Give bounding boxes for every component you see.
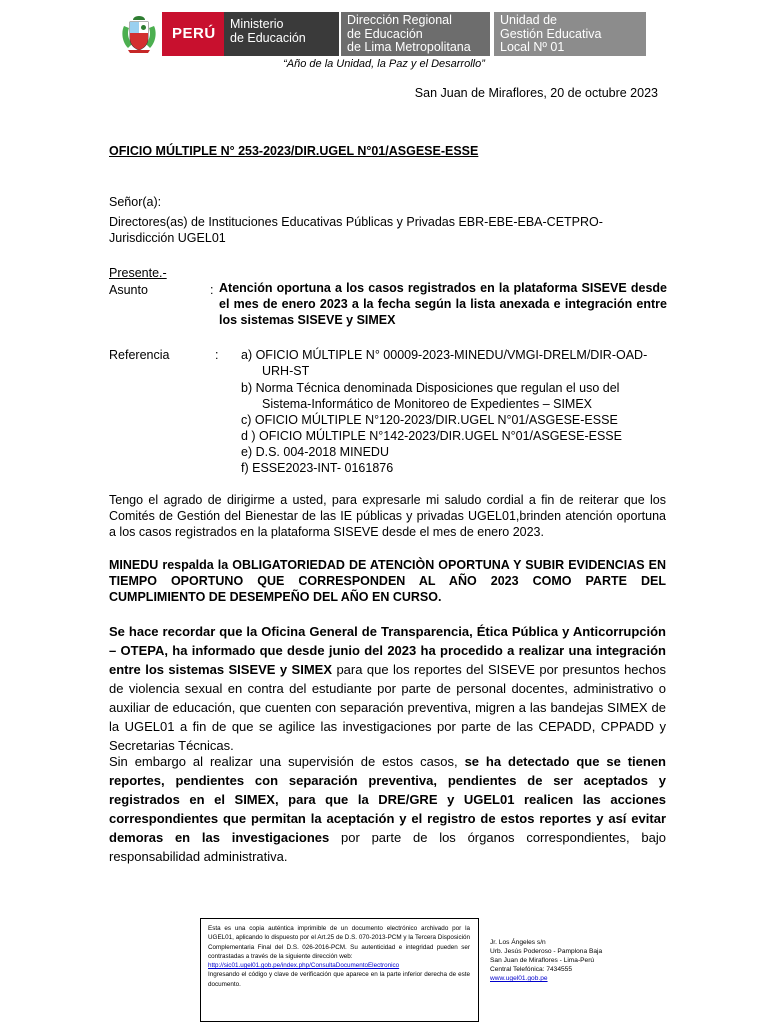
website-link[interactable]: www.ugel01.gob.pe	[490, 975, 548, 982]
authenticity-notice-text-1: Esta es una copia auténtica imprimible de un documento electrónico archivado por la UGEL01, aplicando lo dispuesto por el Art.25 de D.S. 070-2013-PCM y la Tercera Disposición Complementaria Final del D.S. 026-2016-PCM. Su autenticidad e integridad pueden ser contrastadas a través de la siguiente dirección web:	[208, 925, 470, 960]
ugel-line-1: Unidad de	[500, 13, 557, 27]
document-title: OFICIO MÚLTIPLE N° 253-2023/DIR.UGEL N°01/ASGESE-ESSE	[109, 144, 479, 158]
recipients-line-1: Directores(as) de Instituciones Educativas Públicas y Privadas EBR-EBE-EBA-CETPRO-	[109, 215, 603, 229]
dre-header-box	[341, 12, 490, 56]
dre-line-1: Dirección Regional	[347, 13, 452, 27]
address-line-2: Urb. Jesús Poderoso - Pamplona Baja	[490, 948, 603, 955]
presente-label: Presente.-	[109, 266, 167, 280]
authenticity-notice-box	[200, 918, 479, 1022]
paragraph-otepa-bold: Se hace recordar que la Oficina General de Transparencia, Ética Pública y Anticorrupción – OTEPA, ha informado que desde junio del 2023 ha procedido a realizar una integración entre los sistemas SISEVE y SIMEX	[109, 624, 666, 677]
paragraph-minedu: MINEDU respalda la OBLIGATORIEDAD DE ATENCIÒN OPORTUNA Y SUBIR EVIDENCIAS EN TIEMPO OPORTUNO QUE CORRESPONDEN AL AÑO 2023 COMO PARTE DEL CUMPLIMIENTO DE DESEMPEÑO DEL AÑO EN CURSO.	[109, 558, 666, 604]
peru-header-box	[162, 12, 224, 56]
ugel-header-box	[494, 12, 646, 56]
asunto-label: Asunto	[109, 283, 148, 297]
country-label: PERÚ	[172, 25, 216, 42]
address-line-3: San Juan de Miraflores - Lima-Perú	[490, 957, 595, 964]
peru-coat-of-arms-logo	[118, 12, 160, 56]
asunto-colon: :	[210, 283, 214, 297]
verification-link[interactable]: http://sic01.ugel01.gob.pe/index.php/ConsultaDocumentoElectronico	[208, 962, 400, 970]
referencia-label: Referencia	[109, 348, 170, 362]
paragraph-otepa-normal: para que los reportes del SISEVE por presuntos hechos de violencia sexual en contra del estudiante por parte de personal docentes, administrativo o auxiliar de educación, que cuenten con separación preventiva, migren a las bandejas SIMEX de la UGEL01 a fin de que se agilice las investigaciones por parte de las CEPADD, CPPADD y Secretarias Técnicas.	[109, 662, 666, 753]
ministry-line-2: de Educación	[230, 31, 306, 45]
reference-item-d: d ) OFICIO MÚLTIPLE N°142-2023/DIR.UGEL N°01/ASGESE-ESSE	[241, 429, 622, 443]
authenticity-notice-text	[208, 924, 470, 989]
dre-line-2: de Educación	[347, 26, 423, 41]
paragraph-otepa	[109, 622, 666, 755]
reference-item-c: c) OFICIO MÚLTIPLE N°120-2023/DIR.UGEL N°01/ASGESE-ESSE	[241, 413, 618, 427]
address-line-1: Jr. Los Ángeles s/n	[490, 939, 546, 946]
reference-item-b-cont: Sistema-Informático de Monitoreo de Expedientes – SIMEX	[262, 397, 593, 411]
reference-item-b: b) Norma Técnica denominada Disposiciones que regulan el uso del	[241, 381, 620, 395]
paragraph-greeting: Tengo el agrado de dirigirme a usted, para expresarle mi saludo cordial a fin de reiterar que los Comités de Gestión del Bienestar de las IE públicas y privadas UGEL01,brinden atención oportuna a los casos registrados en la plataforma SISEVE desde el mes de enero 2023.	[109, 493, 666, 539]
asunto-text: Atención oportuna a los casos registrados en la plataforma SISEVE desde el mes de enero 2023 a la fecha según la lista anexada e integración entre los sistemas SISEVE y SIMEX	[219, 281, 667, 327]
ugel-line-2: Gestión Educativa	[500, 26, 602, 41]
reference-item-a-cont: URH-ST	[262, 364, 310, 378]
paragraph-supervision-normal-1: Sin embargo al realizar una supervisión de estos casos,	[109, 754, 465, 769]
reference-item-e: e) D.S. 004-2018 MINEDU	[241, 445, 389, 459]
authenticity-notice-text-2: Ingresando el código y clave de verificación que aparece en la parte inferior derecha de este documento.	[208, 971, 470, 988]
salutation: Señor(a):	[109, 195, 162, 209]
reference-item-a: a) OFICIO MÚLTIPLE N° 00009-2023-MINEDU/VMGI-DRELM/DIR-OAD-	[241, 348, 648, 362]
ministry-header-box	[224, 12, 339, 56]
referencia-colon: :	[215, 348, 219, 362]
address-line-4: Central Telefónica: 7434555	[490, 966, 572, 973]
dre-line-3: de Lima Metropolitana	[347, 40, 471, 54]
recipients	[109, 214, 669, 246]
office-address	[490, 938, 602, 983]
paragraph-supervision-normal-2: por parte de los órganos correspondientes, bajo responsabilidad administrativa.	[109, 830, 666, 864]
document-date: San Juan de Miraflores, 20 de octubre 2023	[414, 86, 658, 100]
ministry-line-1: Ministerio	[230, 17, 284, 31]
year-motto: “Año de la Unidad, la Paz y el Desarrollo”	[283, 58, 485, 70]
paragraph-supervision-bold: se ha detectado que se tienen reportes, pendientes con separación preventiva, pendientes de ser aceptados y registrados en el SIMEX, para que la DRE/GRE y UGEL01 realicen las acciones correspondientes que permitan la aceptación y el registro de estos reportes y así evitar demoras en las investigaciones	[109, 754, 666, 845]
ugel-line-3: Local Nº 01	[500, 40, 565, 54]
recipients-line-2: Jurisdicción UGEL01	[109, 231, 226, 245]
paragraph-supervision	[109, 752, 666, 866]
reference-item-f: f) ESSE2023-INT- 0161876	[241, 461, 394, 475]
